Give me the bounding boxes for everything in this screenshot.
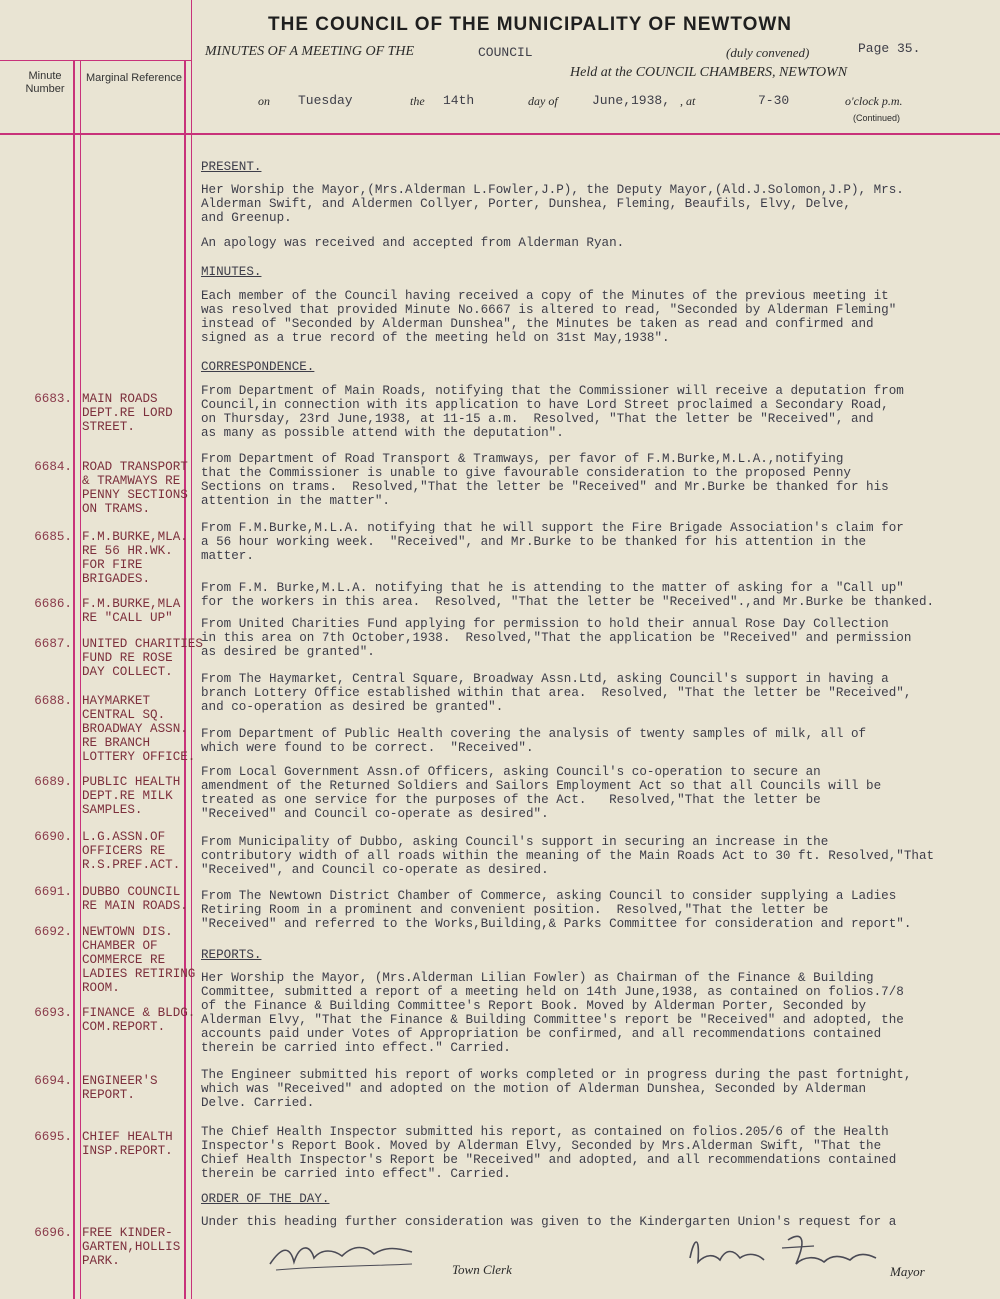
on-label: on [258, 94, 270, 108]
correspondence-6687: From United Charities Fund applying for permission to hold their annual Rose Day Collection in this area on 7th October,1938. Resolved,"That the application be "Received" and permission as desired be granted". [201, 617, 912, 659]
col-marginal-reference-label: Marginal Reference [86, 72, 182, 84]
report-finance-building: Her Worship the Mayor, (Mrs.Alderman Lilian Fowler) as Chairman of the Finance & Building Committee, submitted a report of a meeting held on 14th June,1938, as contained on folios.7/8 of the Finance & Building Committee's Report Book. Moved by Alderman Porter, Seconded by Alderman Elvy, "That the Finance & Building Committee's report be "Received" and adopted, the accounts paid under Votes of Appropriation be confirmed, and all recommendations contained therein be carried into effect." Carried. [201, 971, 904, 1055]
marginal-reference: L.G.ASSN.OF OFFICERS RE R.S.PREF.ACT. [82, 830, 181, 872]
minute-number: 6691. [34, 885, 72, 899]
marginal-reference: HAYMARKET CENTRAL SQ. BROADWAY ASSN. RE BRANCH LOTTERY OFFICE. [82, 694, 196, 764]
marginal-reference: FREE KINDER- GARTEN,HOLLIS PARK. [82, 1226, 181, 1268]
marginal-reference: MAIN ROADS DEPT.RE LORD STREET. [82, 392, 173, 434]
meeting-time: 7-30 [758, 93, 790, 108]
correspondence-6688: From The Haymarket, Central Square, Broadway Assn.Ltd, asking Council's support in having a branch Lottery Office established within that area. Resolved, "That the letter be "Received", and co-operation as desired be granted". [201, 672, 912, 714]
marginal-reference: PUBLIC HEALTH DEPT.RE MILK SAMPLES. [82, 775, 181, 817]
day-of-label: day of [528, 94, 558, 108]
marginal-reference: CHIEF HEALTH INSP.REPORT. [82, 1130, 173, 1158]
header-rule [0, 133, 1000, 135]
the-label: the [410, 94, 425, 108]
correspondence-6690: From Local Government Assn.of Officers, asking Council's co-operation to secure an amendment of the Returned Soldiers and Sailors Employment Act so that all Councils will be treated as one service for the purposes of the Act. Resolved,"That the letter be "Received" and Council co-operate as desired". [201, 765, 882, 821]
continued-label: (Continued) [853, 113, 901, 123]
minute-number: 6695. [34, 1130, 72, 1144]
heading-reports: REPORTS. [201, 948, 262, 962]
convened-label: (duly convened) [726, 45, 810, 60]
marginal-reference: FINANCE & BLDG. COM.REPORT. [82, 1006, 196, 1034]
held-at-label: Held at the COUNCIL CHAMBERS, NEWTOWN [570, 65, 848, 80]
column-rule-3 [184, 60, 186, 1299]
at-label: , at [680, 94, 696, 108]
report-engineer: The Engineer submitted his report of works completed or in progress during the past fortnight, which was "Received" and adopted on the motion of Alderman Dunshea, Seconded by Alderman Delve. Carried. [201, 1068, 912, 1110]
minutes-of-label: MINUTES OF A MEETING OF THE [205, 44, 415, 59]
minute-number: 6693. [34, 1006, 72, 1020]
marginal-reference: F.M.BURKE,MLA RE "CALL UP" [82, 597, 181, 625]
town-clerk-label: Town Clerk [452, 1262, 512, 1277]
marginal-reference: ROAD TRANSPORT & TRAMWAYS RE PENNY SECTIONS ON TRAMS. [82, 460, 188, 516]
minute-number: 6685. [34, 530, 72, 544]
header-rule-top [0, 60, 192, 61]
correspondence-6689: From Department of Public Health covering the analysis of twenty samples of milk, all of which were found to be correct. "Received". [201, 727, 867, 755]
column-rule-1 [73, 60, 75, 1299]
present-text: Her Worship the Mayor,(Mrs.Alderman L.Fowler,J.P), the Deputy Mayor,(Ald.J.Solomon,J.P), Mrs. Alderman Swift, and Aldermen Collyer, Porter, Dunshea, Fleming, Beaufils, Elvy, Delve, and Greenup. [201, 183, 904, 225]
order-of-day-text: Under this heading further consideration was given to the Kindergarten Union's request for a [201, 1215, 897, 1229]
col-minute-number-label: Minute Number [25, 70, 65, 95]
page-title: THE COUNCIL OF THE MUNICIPALITY OF NEWTOWN [268, 14, 793, 35]
column-rule-2 [80, 60, 81, 1299]
meeting-weekday: Tuesday [298, 93, 353, 108]
minute-number: 6689. [34, 775, 72, 789]
minute-number: 6696. [34, 1226, 72, 1240]
marginal-reference: DUBBO COUNCIL RE MAIN ROADS. [82, 885, 188, 913]
town-clerk-signature [262, 1236, 422, 1276]
correspondence-6692: From The Newtown District Chamber of Commerce, asking Council to consider supplying a Ladies Retiring Room in a prominent and convenient position. Resolved,"That the letter be "Received" and referred to the Works,Building,& Parks Committee for consideration and report". [201, 889, 912, 931]
marginal-reference: NEWTOWN DIS. CHAMBER OF COMMERCE RE LADIES RETIRING ROOM. [82, 925, 196, 995]
minute-number: 6694. [34, 1074, 72, 1088]
heading-correspondence: CORRESPONDENCE. [201, 360, 315, 374]
correspondence-6691: From Municipality of Dubbo, asking Council's support in securing an increase in the contributory width of all roads within the meaning of the Main Roads Act to 30 ft. Resolved,"That "Received", and Council co-operate as desired. [201, 835, 935, 877]
correspondence-6686: From F.M. Burke,M.L.A. notifying that he is attending to the matter of asking for a "Call up" for the workers in this area. Resolved, "That the letter be "Received".,and Mr.Burke be thanked. [201, 581, 935, 609]
minute-number: 6684. [34, 460, 72, 474]
minute-number: 6690. [34, 830, 72, 844]
minute-number: 6687. [34, 637, 72, 651]
meeting-month-year: June,1938, [592, 93, 671, 108]
heading-present: PRESENT. [201, 160, 262, 174]
marginal-reference: ENGINEER'S REPORT. [82, 1074, 158, 1102]
correspondence-6684: From Department of Road Transport & Tramways, per favor of F.M.Burke,M.L.A.,notifying that the Commissioner is unable to give favourable consideration to the proposed Penny Sections on trams. Resolved,"That the letter be "Received" and Mr.Burke be thanked for his attention in the matter". [201, 452, 889, 508]
oclock-label: o'clock p.m. [845, 94, 903, 108]
apology-text: An apology was received and accepted from Alderman Ryan. [201, 236, 625, 250]
minute-number: 6692. [34, 925, 72, 939]
correspondence-6683: From Department of Main Roads, notifying that the Commissioner will receive a deputation from Council,in connection with its application to have Lord Street proclaimed a Secondary Road, on Thursday, 23rd June,1938, at 11-15 a.m. Resolved, "That the letter be "Received", and as many as possible attend with the deputation". [201, 384, 904, 440]
minute-number: 6683. [34, 392, 72, 406]
correspondence-6685: From F.M.Burke,M.L.A. notifying that he will support the Fire Brigade Association's claim for a 56 hour working week. "Received", and Mr.Burke to be thanked for his attention in the matter. [201, 521, 904, 563]
marginal-reference: F.M.BURKE,MLA. RE 56 HR.WK. FOR FIRE BRIGADES. [82, 530, 188, 586]
minutes-text: Each member of the Council having received a copy of the Minutes of the previous meeting it was resolved that provided Minute No.6667 is altered to read, "Seconded by Alderman Fleming" instead of "Seconded by Alderman Dunshea", the Minutes be taken as read and confirmed and signed as a true record of the meeting held on 31st May,1938". [201, 289, 897, 345]
meeting-body: COUNCIL [478, 45, 533, 60]
heading-order-of-the-day: ORDER OF THE DAY. [201, 1192, 330, 1206]
mayor-label: Mayor [890, 1264, 925, 1279]
report-health-inspector: The Chief Health Inspector submitted his report, as contained on folios.205/6 of the Health Inspector's Report Book. Moved by Alderman Elvy, Seconded by Mrs.Alderman Swift, "That the Chief Health Inspector's Report be "Received" and adopted, and all recommendations contained therein be carried into effect". Carried. [201, 1125, 897, 1181]
minute-number: 6688. [34, 694, 72, 708]
page-number: Page 35. [858, 41, 921, 56]
heading-minutes: MINUTES. [201, 265, 262, 279]
mayor-signature [684, 1228, 884, 1278]
minute-number: 6686. [34, 597, 72, 611]
marginal-reference: UNITED CHARITIES FUND RE ROSE DAY COLLECT. [82, 637, 203, 679]
meeting-day: 14th [443, 93, 475, 108]
